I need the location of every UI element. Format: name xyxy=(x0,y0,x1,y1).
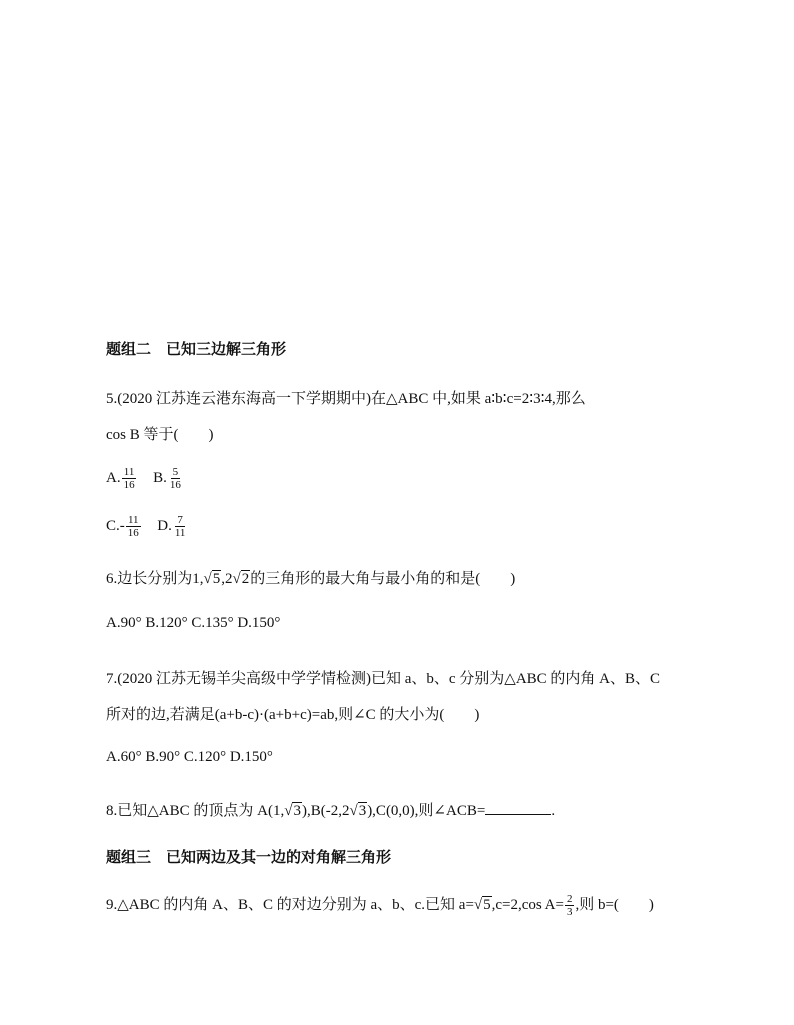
q5-option-c-label: C.- xyxy=(106,517,125,534)
section3-title: 题组三 已知两边及其一边的对角解三角形 xyxy=(106,848,392,866)
q6-stem xyxy=(106,567,515,588)
q9-fraction xyxy=(565,893,575,918)
q9-stem-pre: 9.△ABC 的内角 A、B、C 的对边分别为 a、b、c.已知 a= xyxy=(106,897,474,913)
q5-option-a-fraction xyxy=(122,466,137,491)
q5-option-c-denominator: 16 xyxy=(127,527,139,539)
q8-sqrt-2: √3 xyxy=(349,803,367,819)
q5-stem-line1: 5.(2020 江苏连云港东海高一下学期期中)在△ABC 中,如果 a∶b∶c=2∶3∶4,那么 xyxy=(106,391,586,407)
q8-answer-blank xyxy=(485,802,551,815)
q6-radicand-1: 5 xyxy=(212,571,221,587)
q9-radicand: 5 xyxy=(483,897,491,913)
q8-stem-post1: ),C(0,0),则∠ACB= xyxy=(367,803,486,819)
q5-option-a-denominator: 16 xyxy=(123,479,135,491)
q6-stem-post: 的三角形的最大角与最小角的和是( ) xyxy=(250,571,516,587)
q5-option-b-label: B. xyxy=(153,469,167,486)
q9-denominator: 3 xyxy=(566,906,573,919)
q9-numerator: 2 xyxy=(566,893,573,906)
q8-sqrt-1: √3 xyxy=(284,803,301,819)
q6-stem-mid: ,2 xyxy=(221,571,233,587)
q5-option-a-label: A. xyxy=(106,469,121,486)
q5-option-b-numerator: 5 xyxy=(172,466,179,478)
q5-option-d-numerator: 7 xyxy=(177,514,183,526)
q5-option-a-numerator: 11 xyxy=(123,466,135,478)
q8-radicand-1: 3 xyxy=(293,803,301,819)
q8-radicand-2: 3 xyxy=(358,803,367,819)
q5-option-c-numerator: 11 xyxy=(127,514,139,526)
q8-stem-mid: ),B(-2,2 xyxy=(301,803,350,819)
q5-stem-line2: cos B 等于( ) xyxy=(106,427,214,443)
q7-stem-line2: 所对的边,若满足(a+b-c)·(a+b+c)=ab,则∠C 的大小为( ) xyxy=(106,707,480,723)
q6-options: A.90° B.120° C.135° D.150° xyxy=(106,615,281,631)
q5-option-c-fraction xyxy=(126,514,141,539)
q5-option-d-denominator: 11 xyxy=(174,527,186,539)
q8-stem xyxy=(106,799,555,820)
q8-stem-pre: 8.已知△ABC 的顶点为 A(1, xyxy=(106,803,285,819)
q5-option-d-fraction xyxy=(173,514,188,539)
q5-options-cd xyxy=(106,514,188,539)
q7-options: A.60° B.90° C.120° D.150° xyxy=(106,749,273,765)
q5-option-b-denominator: 16 xyxy=(169,479,181,491)
q5-option-b-fraction xyxy=(168,466,183,491)
q6-radicand-2: 2 xyxy=(241,571,250,587)
q9-sqrt: √5 xyxy=(473,897,491,913)
q6-sqrt-1: √5 xyxy=(203,571,221,587)
section2-title: 题组二 已知三边解三角形 xyxy=(106,340,287,358)
q6-stem-pre: 6.边长分别为1, xyxy=(106,571,204,587)
q5-option-d-label: D. xyxy=(157,517,172,534)
q9-stem xyxy=(106,893,654,918)
q7-stem-line1: 7.(2020 江苏无锡羊尖高级中学学情检测)已知 a、b、c 分别为△ABC 的内角 A、B、C xyxy=(106,671,661,687)
q8-stem-post2: . xyxy=(551,803,556,819)
q5-options-ab xyxy=(106,466,184,491)
q9-stem-mid: ,c=2,cos A= xyxy=(491,897,564,913)
q6-sqrt-2: √2 xyxy=(232,571,250,587)
q9-stem-post: ,则 b=( ) xyxy=(575,897,654,913)
